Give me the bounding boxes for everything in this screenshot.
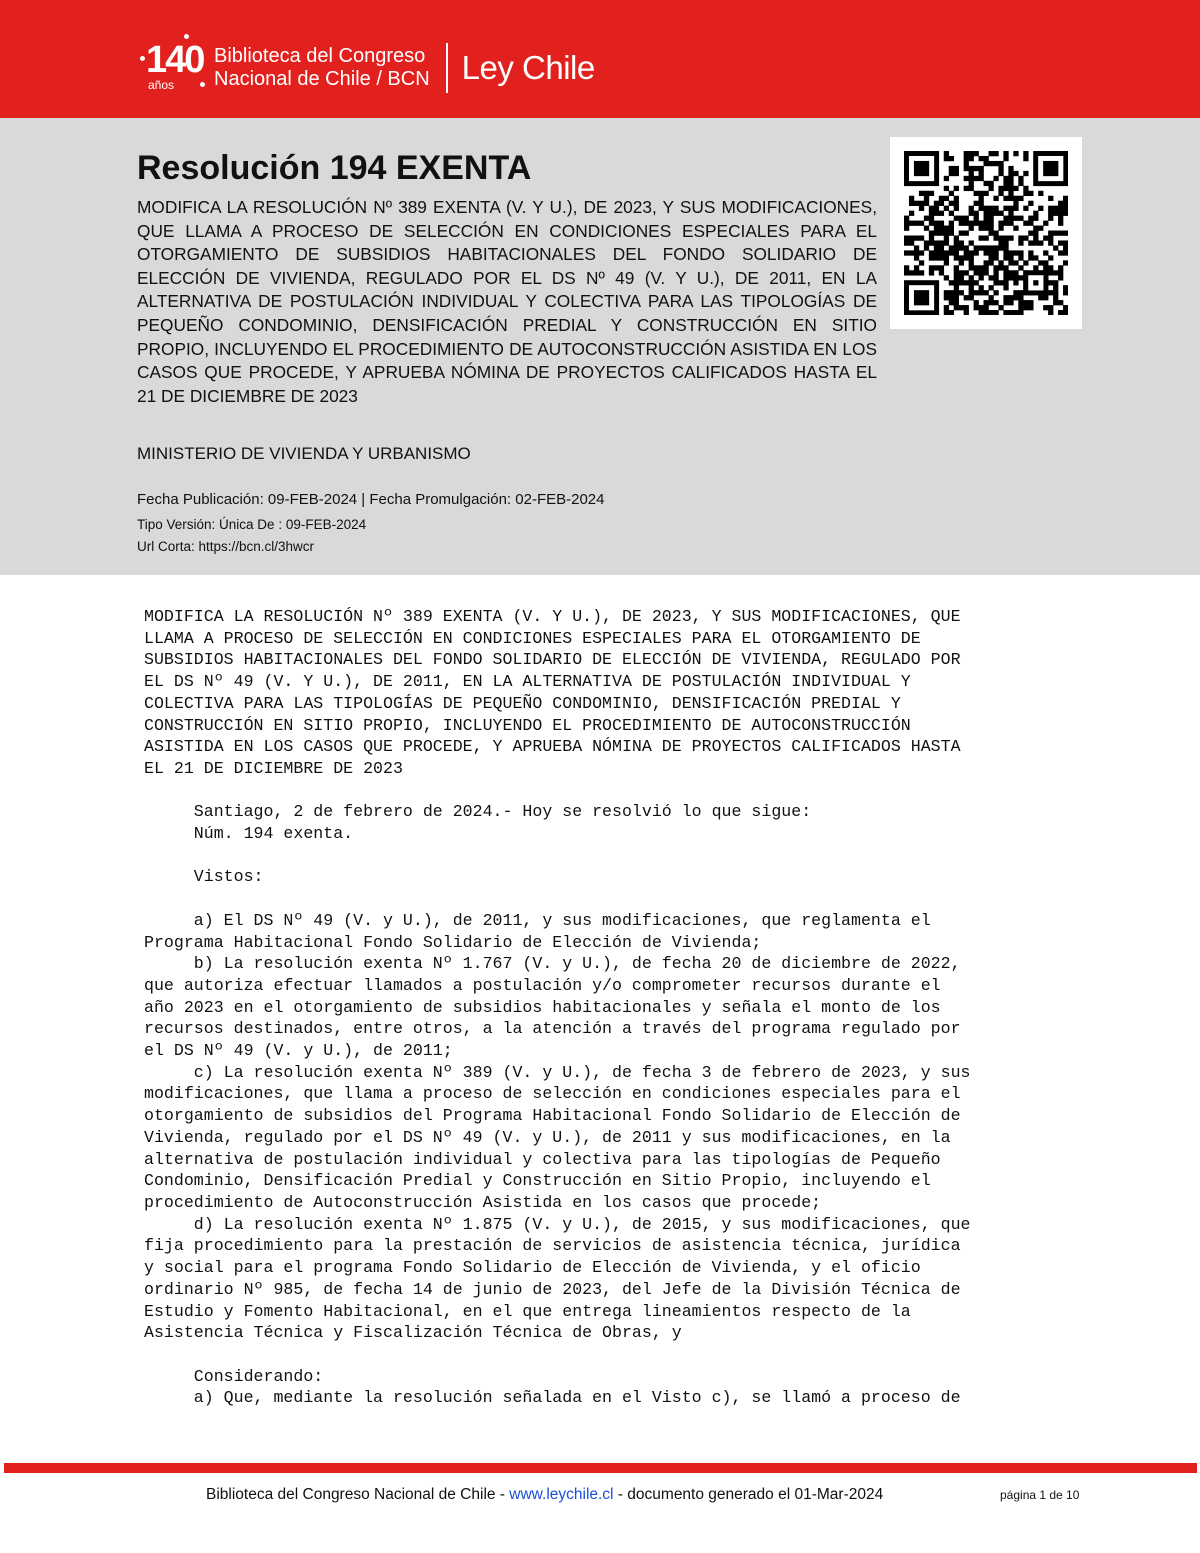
qr-code-icon bbox=[904, 151, 1068, 315]
leychile-link[interactable]: www.leychile.cl bbox=[509, 1486, 614, 1503]
anniversary-number: 140 bbox=[146, 39, 204, 81]
footer-text-start: Biblioteca del Congreso Nacional de Chile - bbox=[206, 1486, 510, 1503]
logo-divider bbox=[446, 43, 448, 93]
institution-line-2: Nacional de Chile / BCN bbox=[214, 68, 430, 90]
resolution-body-text: MODIFICA LA RESOLUCIÓN Nº 389 EXENTA (V. Y U.), DE 2023, Y SUS MODIFICACIONES, QUE LLAMA A PROCESO DE SELECCIÓN EN CONDICIONES ESPECIALES PARA EL OTORGAMIENTO DE SUBSIDIOS HABITACIONALES DEL FONDO SOLIDARIO DE ELECCIÓN DE VIVIENDA, REGULADO POR EL DS Nº 49 (V. Y U.), DE 2011, EN LA ALTERNATIVA DE POSTULACIÓN INDIVIDUAL Y COLECTIVA PARA LAS TIPOLOGÍAS DE PEQUEÑO CONDOMINIO, DENSIFICACIÓN PREDIAL Y CONSTRUCCIÓN EN SITIO PROPIO, INCLUYENDO EL PROCEDIMIENTO DE AUTOCONSTRUCCIÓN ASISTIDA EN LOS CASOS QUE PROCEDE, Y APRUEBA NÓMINA DE PROYECTOS CALIFICADOS HASTA EL 21 DE DICIEMBRE DE 2023 Santiago, 2 de febrero de 2024.- Hoy se resolvió lo que sigue: Núm. 194 exenta. Vistos: a) El DS Nº 49 (V. y U.), de 2011, y sus modificaciones, que reglamenta el Programa Habitacional Fondo Solidario de Elección de Vivienda; b) La resolución exenta Nº 1.767 (V. y U.), de fecha 20 de diciembre de 2022, que autoriza efectuar llamados a postulación y/o comprometer recursos durante el año 2023 en el otorgamiento de subsidios habitacionales y señala el monto de los recursos destinados, entre otros, a la atención a través del programa regulado por el DS Nº 49 (V. y U.), de 2011; c) La resolución exenta Nº 389 (V. y U.), de fecha 3 de febrero de 2023, y sus modificaciones, que llama a proceso de selección en condiciones especiales para el otorgamiento de subsidios del Programa Habitacional Fondo Solidario de Elección de Vivienda, regulado por el DS Nº 49 (V. y U.), de 2011 y sus modificaciones, en la alternativa de postulación individual y colectiva para las tipologías de Pequeño Condominio, Densificación Predial y Construcción en Sitio Propio, incluyendo el procedimiento de Autoconstrucción Asistida en los casos que procede; d) La resolución exenta Nº 1.875 (V. y U.), de 2015, y sus modificaciones, que fija procedimiento para la prestación de servicios de asistencia técnica, jurídica y social para el programa Fondo Solidario de Elección de Vivienda, y el oficio ordinario Nº 985, de fecha 14 de junio de 2023, del Jefe de la División Técnica de Estudio y Fomento Habitacional, en el que entrega lineamientos respecto de la Asistencia Técnica y Fiscalización Técnica de Obras, y Considerando: a) Que, mediante la resolución señalada en el Visto c), se llamó a proceso de bbox=[144, 607, 971, 1408]
publication-dates: Fecha Publicación: 09-FEB-2024 | Fecha Promulgación: 02-FEB-2024 bbox=[137, 491, 605, 508]
footer-credit bbox=[206, 1484, 883, 1506]
bcn-logo[interactable] bbox=[140, 38, 595, 98]
institution-line-1: Biblioteca del Congreso bbox=[214, 45, 426, 67]
issuing-ministry: MINISTERIO DE VIVIENDA Y URBANISMO bbox=[137, 444, 471, 463]
footer-text-end: - documento generado el 01-Mar-2024 bbox=[613, 1486, 884, 1503]
qr-code[interactable] bbox=[890, 137, 1082, 329]
anniversary-badge bbox=[140, 38, 210, 98]
constellation-dot-icon bbox=[140, 56, 145, 61]
constellation-dot-icon bbox=[184, 34, 189, 39]
page-number: página 1 de 10 bbox=[1000, 1488, 1080, 1502]
top-banner bbox=[0, 0, 1200, 118]
document-title: Resolución 194 EXENTA bbox=[137, 149, 532, 187]
product-name: Ley Chile bbox=[461, 49, 595, 86]
anniversary-suffix: años bbox=[148, 78, 175, 92]
constellation-dot-icon bbox=[200, 82, 205, 87]
version-type: Tipo Versión: Única De : 09-FEB-2024 bbox=[137, 517, 367, 532]
page-footer bbox=[0, 1484, 1200, 1506]
institution-name bbox=[214, 45, 430, 91]
footer-divider bbox=[4, 1463, 1197, 1473]
document-summary: MODIFICA LA RESOLUCIÓN Nº 389 EXENTA (V. Y U.), DE 2023, Y SUS MODIFICACIONES, QUE LLAMA A PROCESO DE SELECCIÓN EN CONDICIONES ESPECIALES PARA EL OTORGAMIENTO DE SUBSIDIOS HABITACIONALES DEL FONDO SOLIDARIO DE ELECCIÓN DE VIVIENDA, REGULADO POR EL DS Nº 49 (V. Y U.), DE 2011, EN LA ALTERNATIVA DE POSTULACIÓN INDIVIDUAL Y COLECTIVA PARA LAS TIPOLOGÍAS DE PEQUEÑO CONDOMINIO, DENSIFICACIÓN PREDIAL Y CONSTRUCCIÓN EN SITIO PROPIO, INCLUYENDO EL PROCEDIMIENTO DE AUTOCONSTRUCCIÓN ASISTIDA EN LOS CASOS QUE PROCEDE, Y APRUEBA NÓMINA DE PROYECTOS CALIFICADOS HASTA EL 21 DE DICIEMBRE DE 2023 bbox=[137, 197, 877, 406]
short-url[interactable]: Url Corta: https://bcn.cl/3hwcr bbox=[137, 539, 315, 554]
